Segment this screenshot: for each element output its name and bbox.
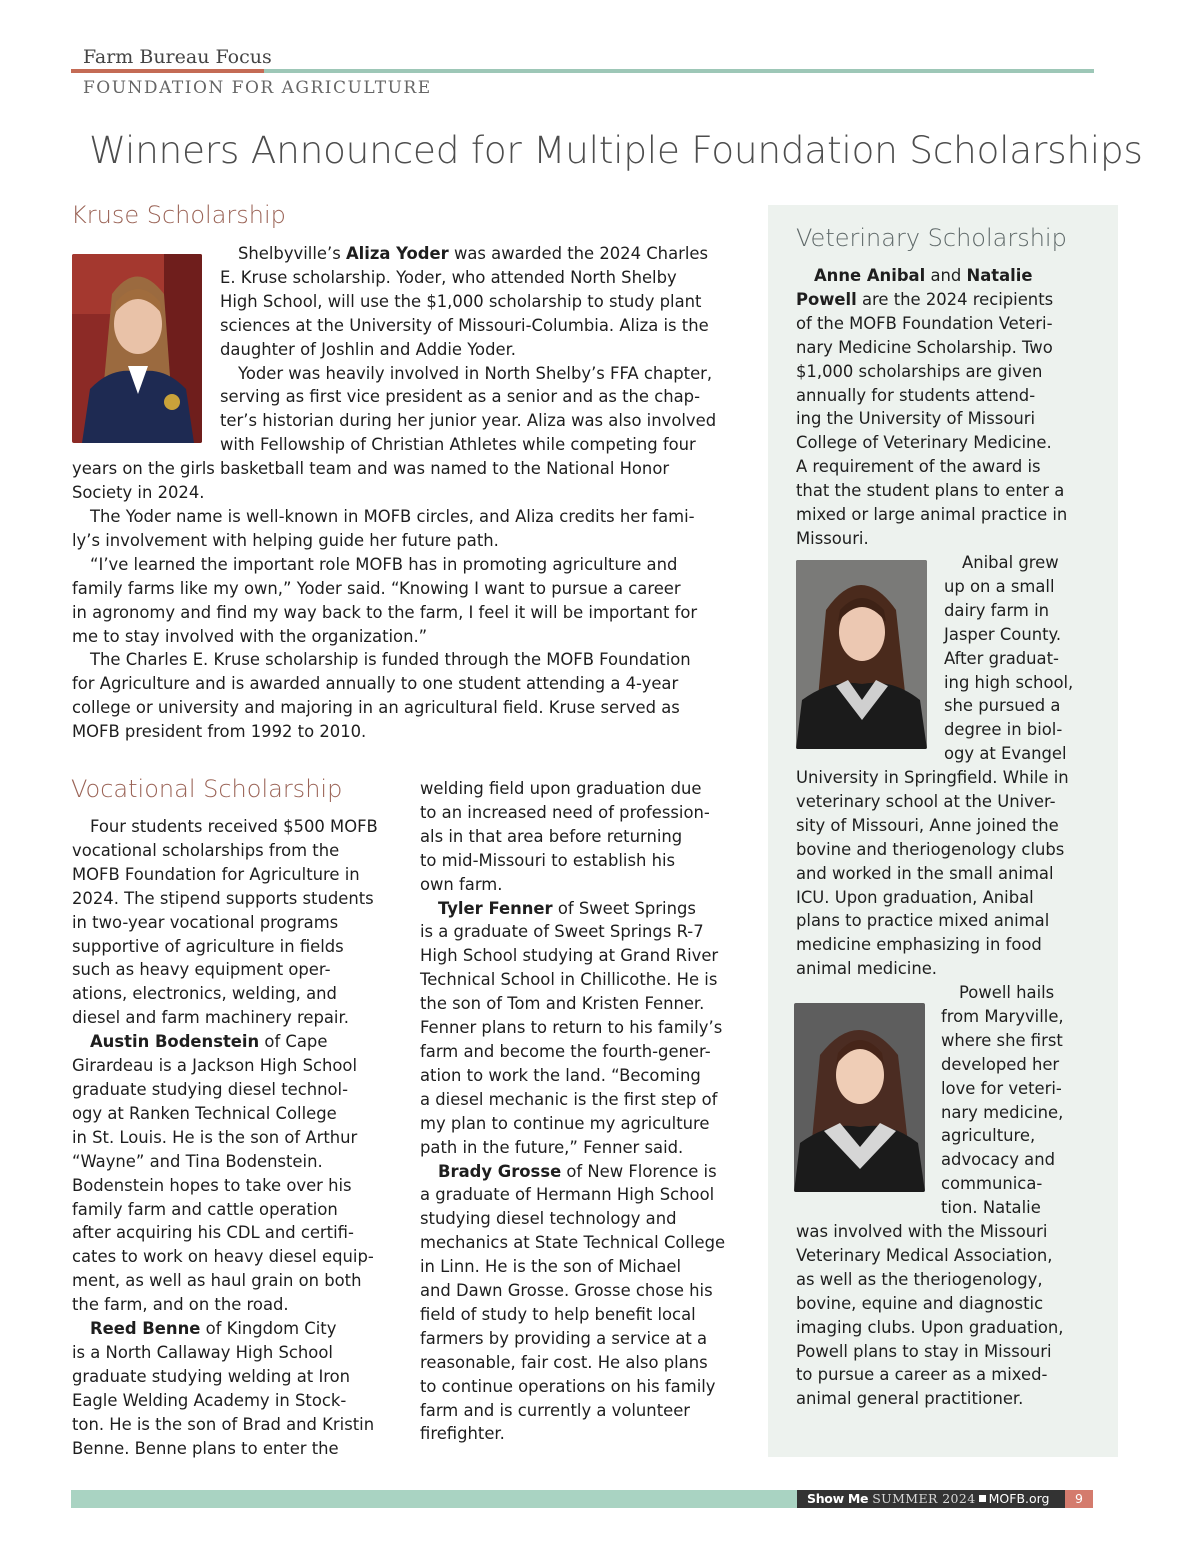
name-tyler-fenner: Tyler Fenner bbox=[438, 898, 553, 918]
name-austin-bodenstein: Austin Bodenstein bbox=[90, 1032, 260, 1052]
square-bullet-icon bbox=[979, 1495, 986, 1502]
powell-text-narrow: Powell hails from Maryville, where she first developed her love for veteri- nary medicine, agriculture, advocacy and communica- tion. Natalie bbox=[941, 983, 1064, 1218]
footer-brand: Show Me bbox=[807, 1491, 869, 1506]
footer-info bbox=[797, 1490, 1065, 1508]
article-headline: Winners Announced for Multiple Foundation Scholarships bbox=[89, 128, 1143, 172]
anibal-text-wide: University in Springfield. While in veterinary school at the Univer- sity of Missouri, Anne joined the bovine and theriogenology clubs and worked in the small animal ICU. Upon graduation, Anibal plans to practice mixed animal medicine emphasizing in food animal medicine. bbox=[796, 768, 1069, 979]
name-powell: Powell bbox=[796, 289, 857, 309]
name-brady-grosse: Brady Grosse bbox=[438, 1161, 562, 1181]
name-anne-anibal: Anne Anibal bbox=[814, 266, 926, 285]
veterinary-heading: Veterinary Scholarship bbox=[796, 224, 1067, 252]
header-rule bbox=[264, 69, 1094, 73]
footer-site-link[interactable]: MOFB.org bbox=[988, 1491, 1050, 1506]
footer-season: SUMMER 2024 bbox=[872, 1491, 976, 1506]
name-reed-benne: Reed Benne bbox=[90, 1319, 201, 1339]
veterinary-intro: Anne Anibal and Natalie Powell are the 2024 recipients of the MOFB Foundation Veteri- nary Medicine Scholarship. Two $1,000 scholarships are given annually for students attend- ing the University of Missouri College of Veterinary Medicine. A requirement of the award is that the student plans to enter a mixed or large animal practice in Missouri. bbox=[796, 266, 1068, 548]
name-aliza-yoder: Aliza Yoder bbox=[345, 244, 449, 263]
page-number: 9 bbox=[1065, 1490, 1093, 1508]
section-name: FOUNDATION FOR AGRICULTURE bbox=[83, 78, 432, 98]
powell-text-wide: was involved with the Missouri Veterinary Medical Association, as well as the theriogenology, bovine, equine and diagnostic imaging clubs. Upon graduation, Powell plans to stay in Missouri to pursue a career as a mixed- animal general practitioner. bbox=[796, 1222, 1064, 1409]
natalie-powell-photo bbox=[794, 1003, 925, 1192]
vocational-col1: Four students received $500 MOFB vocational scholarships from the MOFB Foundation for Agriculture in 2024. The stipend supports students in two-year vocational programs supportive of agriculture in fields such as heavy equipment oper- ations, electronics, welding, and diesel and farm machinery repair. Austin Bodenstein of Cape Girardeau is a Jackson High School graduate studying diesel technol- ogy at Ranken Technical College in St. Louis. He is the son of Arthur “Wayne” and Tina Bodenstein. Bodenstein hopes to take over his family farm and cattle operation after acquiring his CDL and certifi- cates to work on heavy diesel equip- ment, as well as haul grain on both the farm, and on the road. Reed Benne of Kingdom City is a North Callaway High School graduate studying welding at Iron Eagle Welding Academy in Stock- ton. He is the son of Brad and Kristin Benne. Benne plans to enter the bbox=[72, 817, 378, 1458]
anne-anibal-photo bbox=[796, 560, 927, 749]
vocational-heading: Vocational Scholarship bbox=[71, 775, 343, 803]
vocational-col2: welding field upon graduation due to an increased need of profession- als in that area before returning to mid-Missouri to establish his own farm. Tyler Fenner of Sweet Springs is a graduate of Sweet Springs R-7 High School studying at Grand River Technical School in Chillicothe. He is the son of Tom and Kristen Fenner. Fenner plans to return to his family’s farm and become the fourth-gener- ation to work the land. “Becoming a diesel mechanic is the first step of my plan to continue my agriculture path in the future,” Fenner said. Brady Grosse of New Florence is a graduate of Hermann High School studying diesel technology and mechanics at State Technical College in Linn. He is the son of Michael and Dawn Grosse. Grosse chose his field of study to help benefit local farmers by providing a service at a reasonable, fair cost. He also plans to continue operations on his family farm and is currently a volunteer firefighter. bbox=[420, 779, 726, 1444]
footer-bar bbox=[71, 1490, 797, 1508]
kruse-heading: Kruse Scholarship bbox=[71, 201, 286, 229]
header-rule-accent bbox=[71, 69, 264, 73]
kruse-body: Shelbyville’s Aliza Yoder was awarded the 2024 Charles E. Kruse scholarship. Yoder, who attended North Shelby High School, will use the $1,000 scholarship to study plant sciences at the University of Missouri-Columbia. Aliza is the daughter of Joshlin and Addie Yoder. Yoder was heavily involved in North Shelby’s FFA chapter, serving as first vice president as a senior and as the chap- ter’s historian during her junior year. Aliza was also involved with Fellowship of Christian Athletes while competing four years on the girls basketball team and was named to the National Honor Society in 2024. The Yoder name is well-known in MOFB circles, and Aliza credits her fami- ly’s involvement with helping guide her future path. “I’ve learned the important role MOFB has in promoting agriculture and family farms like my own,” Yoder said. “Knowing I want to pursue a career in agronomy and find my way back to the farm, I feel it will be important for me to stay involved with the organization.” The Charles E. Kruse scholarship is funded through the MOFB Foundation for Agriculture and is awarded annually to one student attending a 4-year college or university and majoring in an agricultural field. Kruse served as MOFB president from 1992 to 2010. bbox=[72, 244, 717, 742]
anibal-text-narrow: Anibal grew up on a small dairy farm in Jasper County. After graduat- ing high school, she pursued a degree in biol- ogy at Evangel bbox=[944, 553, 1074, 764]
publication-name: Farm Bureau Focus bbox=[83, 46, 272, 68]
name-natalie: Natalie bbox=[966, 266, 1033, 285]
